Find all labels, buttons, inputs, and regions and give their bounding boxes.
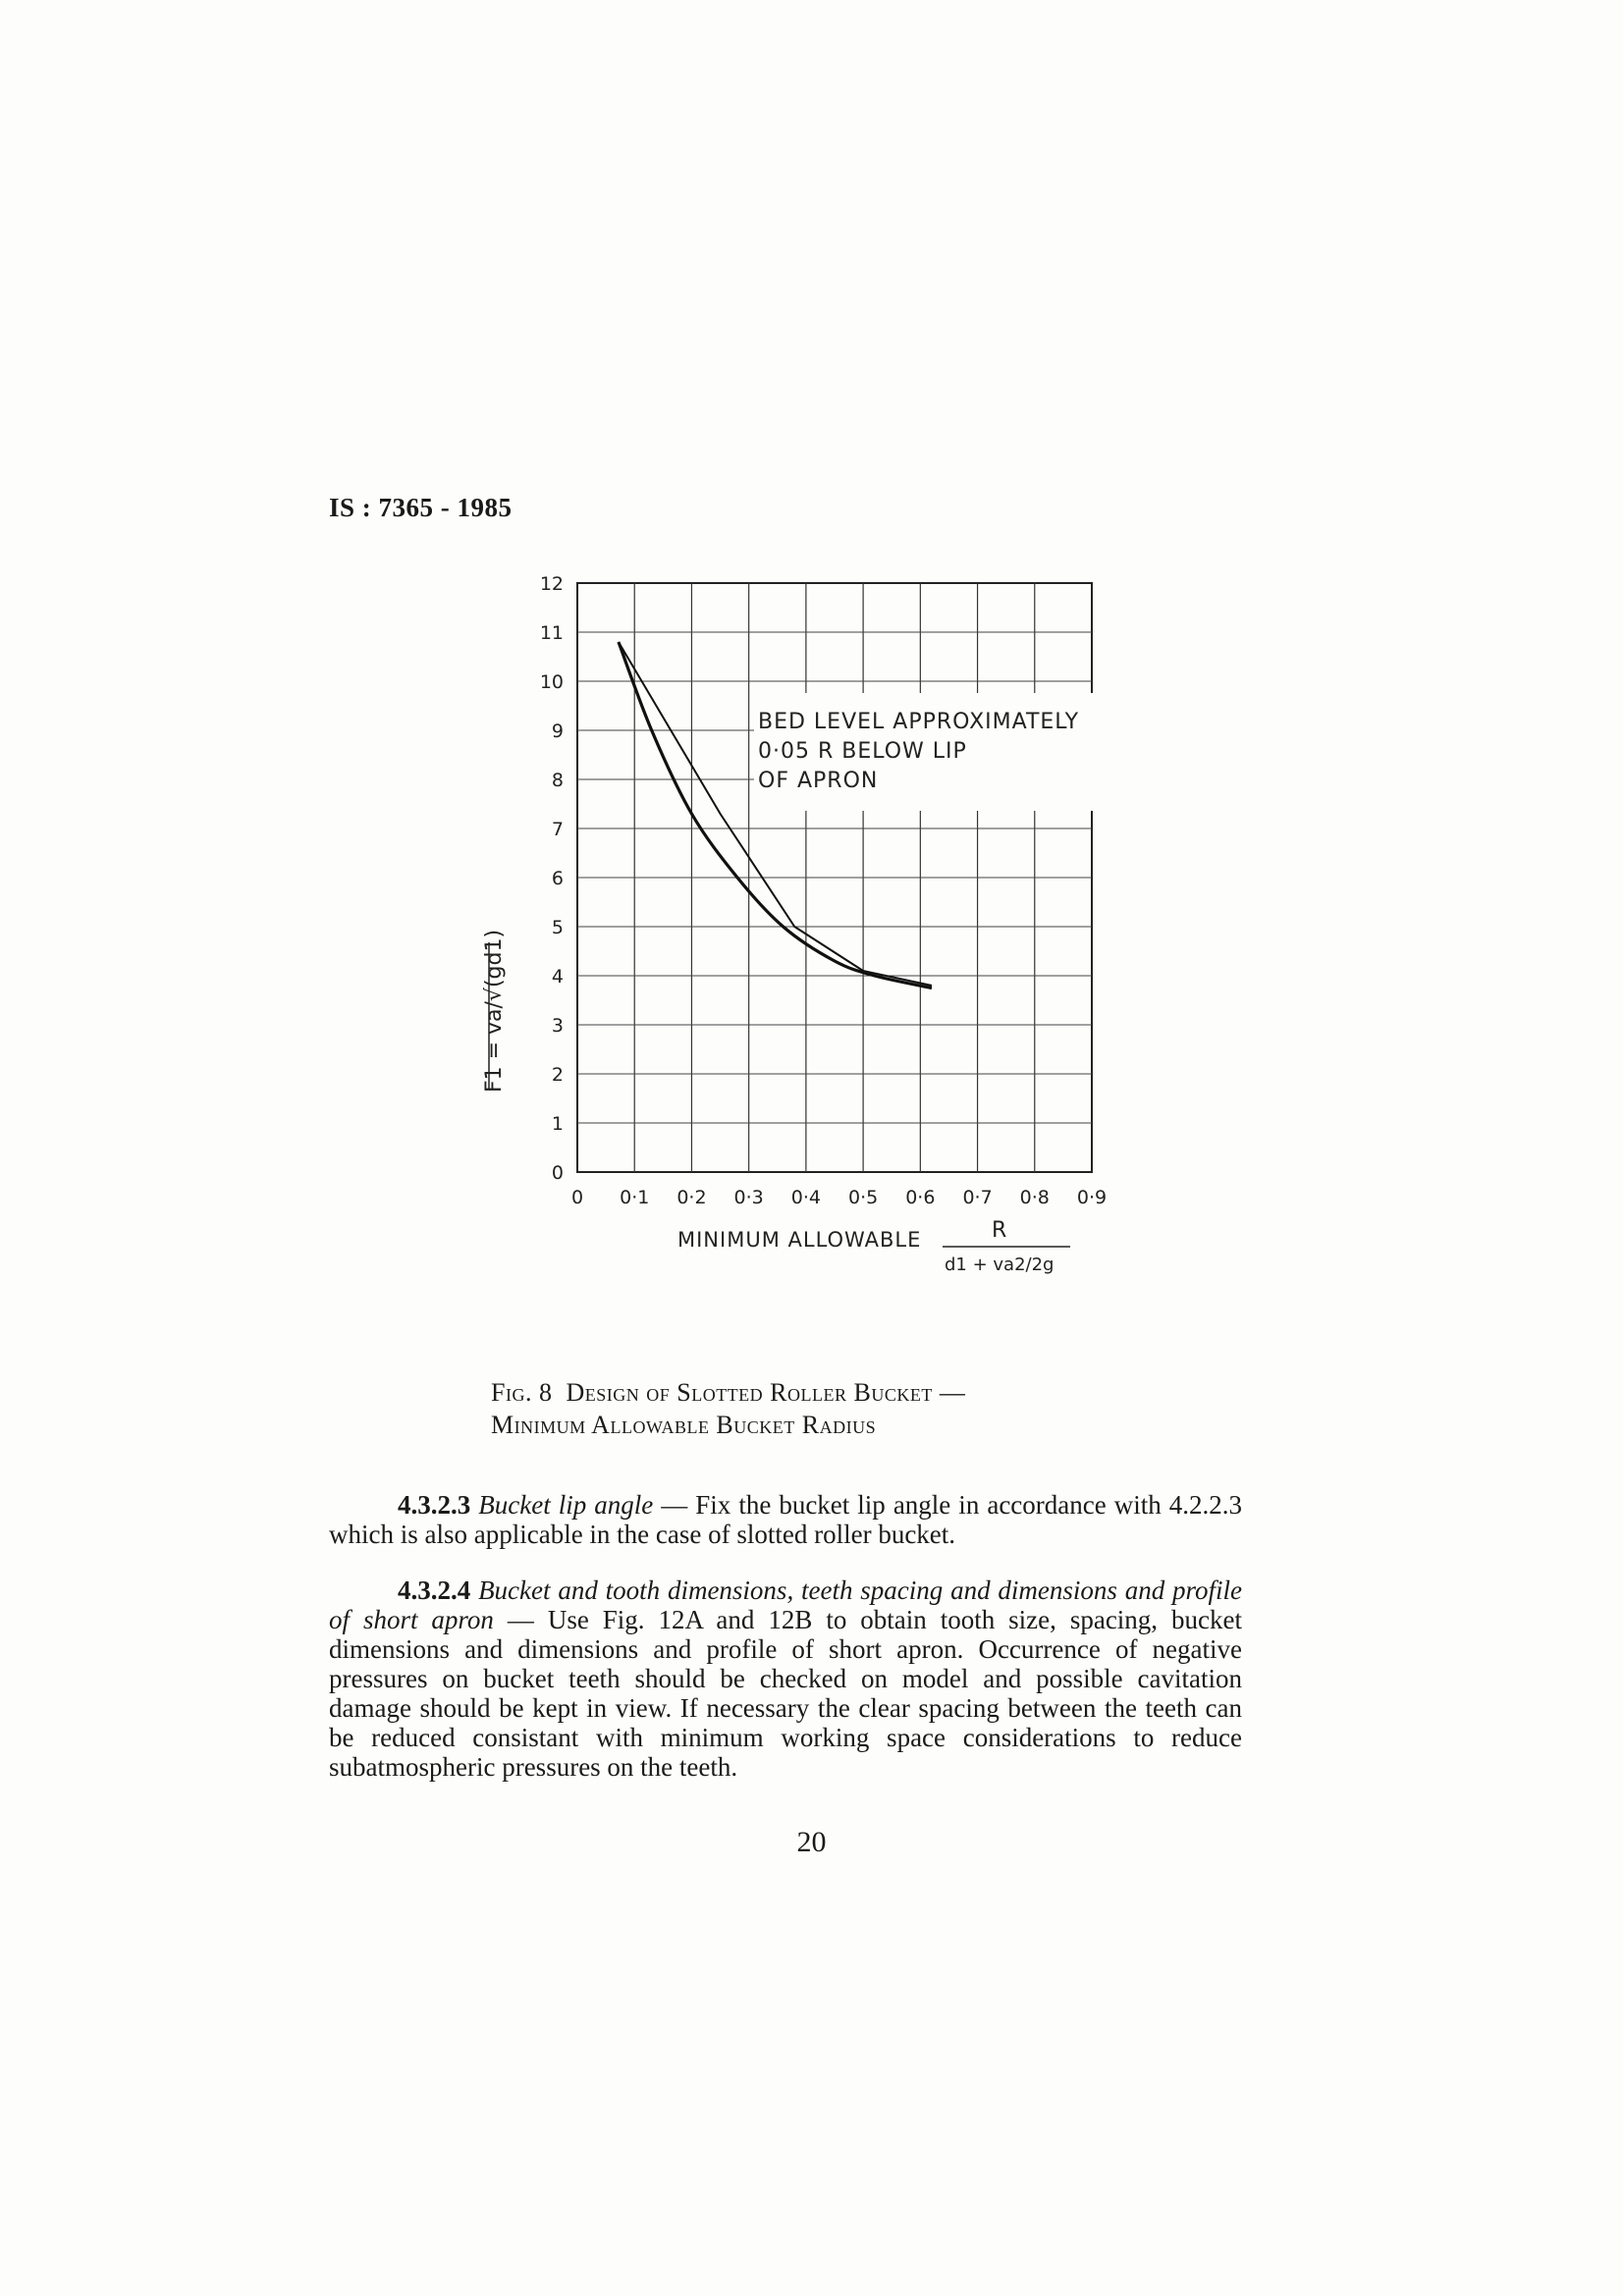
clause-text: — Fix the bucket lip angle in accordance with 4.2.2.3 which is also applicable in the case of slotted roller bucket. [329, 1490, 1243, 1549]
annotation-line-3: OF APRON [758, 769, 879, 793]
y-tick-label: 6 [551, 868, 564, 889]
y-tick-label: 12 [539, 573, 564, 595]
annotation-box [754, 693, 1188, 811]
page-number: 20 [796, 1826, 827, 1858]
y-tick-label: 10 [539, 671, 564, 693]
clause-title: Bucket and tooth dimensions, teeth spacing and dimensions and profile of short apron [329, 1575, 1243, 1634]
y-tick-label: 11 [539, 622, 564, 644]
figure-8-chart [461, 560, 1188, 1306]
paragraph-bucket-tooth-dimensions [329, 1575, 1242, 1782]
y-tick-label: 3 [551, 1015, 564, 1037]
y-tick-label: 9 [551, 721, 564, 742]
x-axis-label-prefix: MINIMUM ALLOWABLE [677, 1228, 922, 1252]
x-tick-label: 0·5 [848, 1187, 879, 1208]
y-tick-label: 0 [551, 1162, 564, 1184]
x-tick-label: 0·2 [676, 1187, 707, 1208]
x-axis-label-denominator: d1 + va2/2g [945, 1255, 1055, 1275]
x-tick-label: 0·4 [790, 1187, 821, 1208]
clause-title: Bucket lip angle [478, 1490, 654, 1520]
x-axis-label-numerator: R [992, 1218, 1007, 1243]
standard-number: IS : 7365 - 1985 [329, 493, 513, 522]
annotation-line-1: BED LEVEL APPROXIMATELY [758, 710, 1080, 734]
x-tick-label: 0·7 [962, 1187, 993, 1208]
tick-layer [489, 573, 1107, 1208]
y-tick-label: 1 [551, 1113, 564, 1135]
y-tick-label: 4 [551, 966, 564, 988]
y-axis-label: F1 = va/√(gd1) [482, 929, 507, 1094]
x-tick-label: 0·9 [1076, 1187, 1108, 1208]
y-tick-label: 8 [551, 770, 564, 791]
caption-line-2: Minimum Allowable Bucket Radius [491, 1411, 877, 1439]
chart-svg [461, 560, 1188, 1306]
grid-layer [577, 583, 1092, 1172]
paragraph-bucket-lip-angle [329, 1490, 1242, 1549]
x-tick-label: 0 [570, 1187, 584, 1208]
x-tick-label: 0·3 [733, 1187, 764, 1208]
x-tick-label: 0·6 [905, 1187, 936, 1208]
clause-text: — Use Fig. 12A and 12B to obtain tooth size, spacing, bucket dimensions and dimensions and profile of short apron. Occurrence of negative pressures on bucket teeth should be checked on model and possible cavitation damage should be kept in view. If necessary the clear spacing between the teeth can be reduced consistant with minimum working space considerations to reduce subatmospheric pressures on the teeth. [329, 1605, 1242, 1782]
caption-line-1: Design of Slotted Roller Bucket — [566, 1378, 966, 1407]
x-tick-label: 0·1 [620, 1187, 650, 1208]
y-tick-label: 5 [551, 917, 564, 938]
figure-label: Fig. 8 [491, 1378, 553, 1407]
axis-labels [482, 930, 1070, 1275]
clause-number: 4.3.2.4 [398, 1575, 471, 1605]
x-tick-label: 0·8 [1019, 1187, 1050, 1208]
clause-number: 4.3.2.3 [398, 1490, 471, 1520]
y-tick-label: 7 [551, 819, 564, 840]
annotation-line-2: 0·05 R BELOW LIP [758, 739, 967, 764]
y-tick-label: 2 [551, 1064, 564, 1086]
figure-caption [491, 1376, 1276, 1441]
